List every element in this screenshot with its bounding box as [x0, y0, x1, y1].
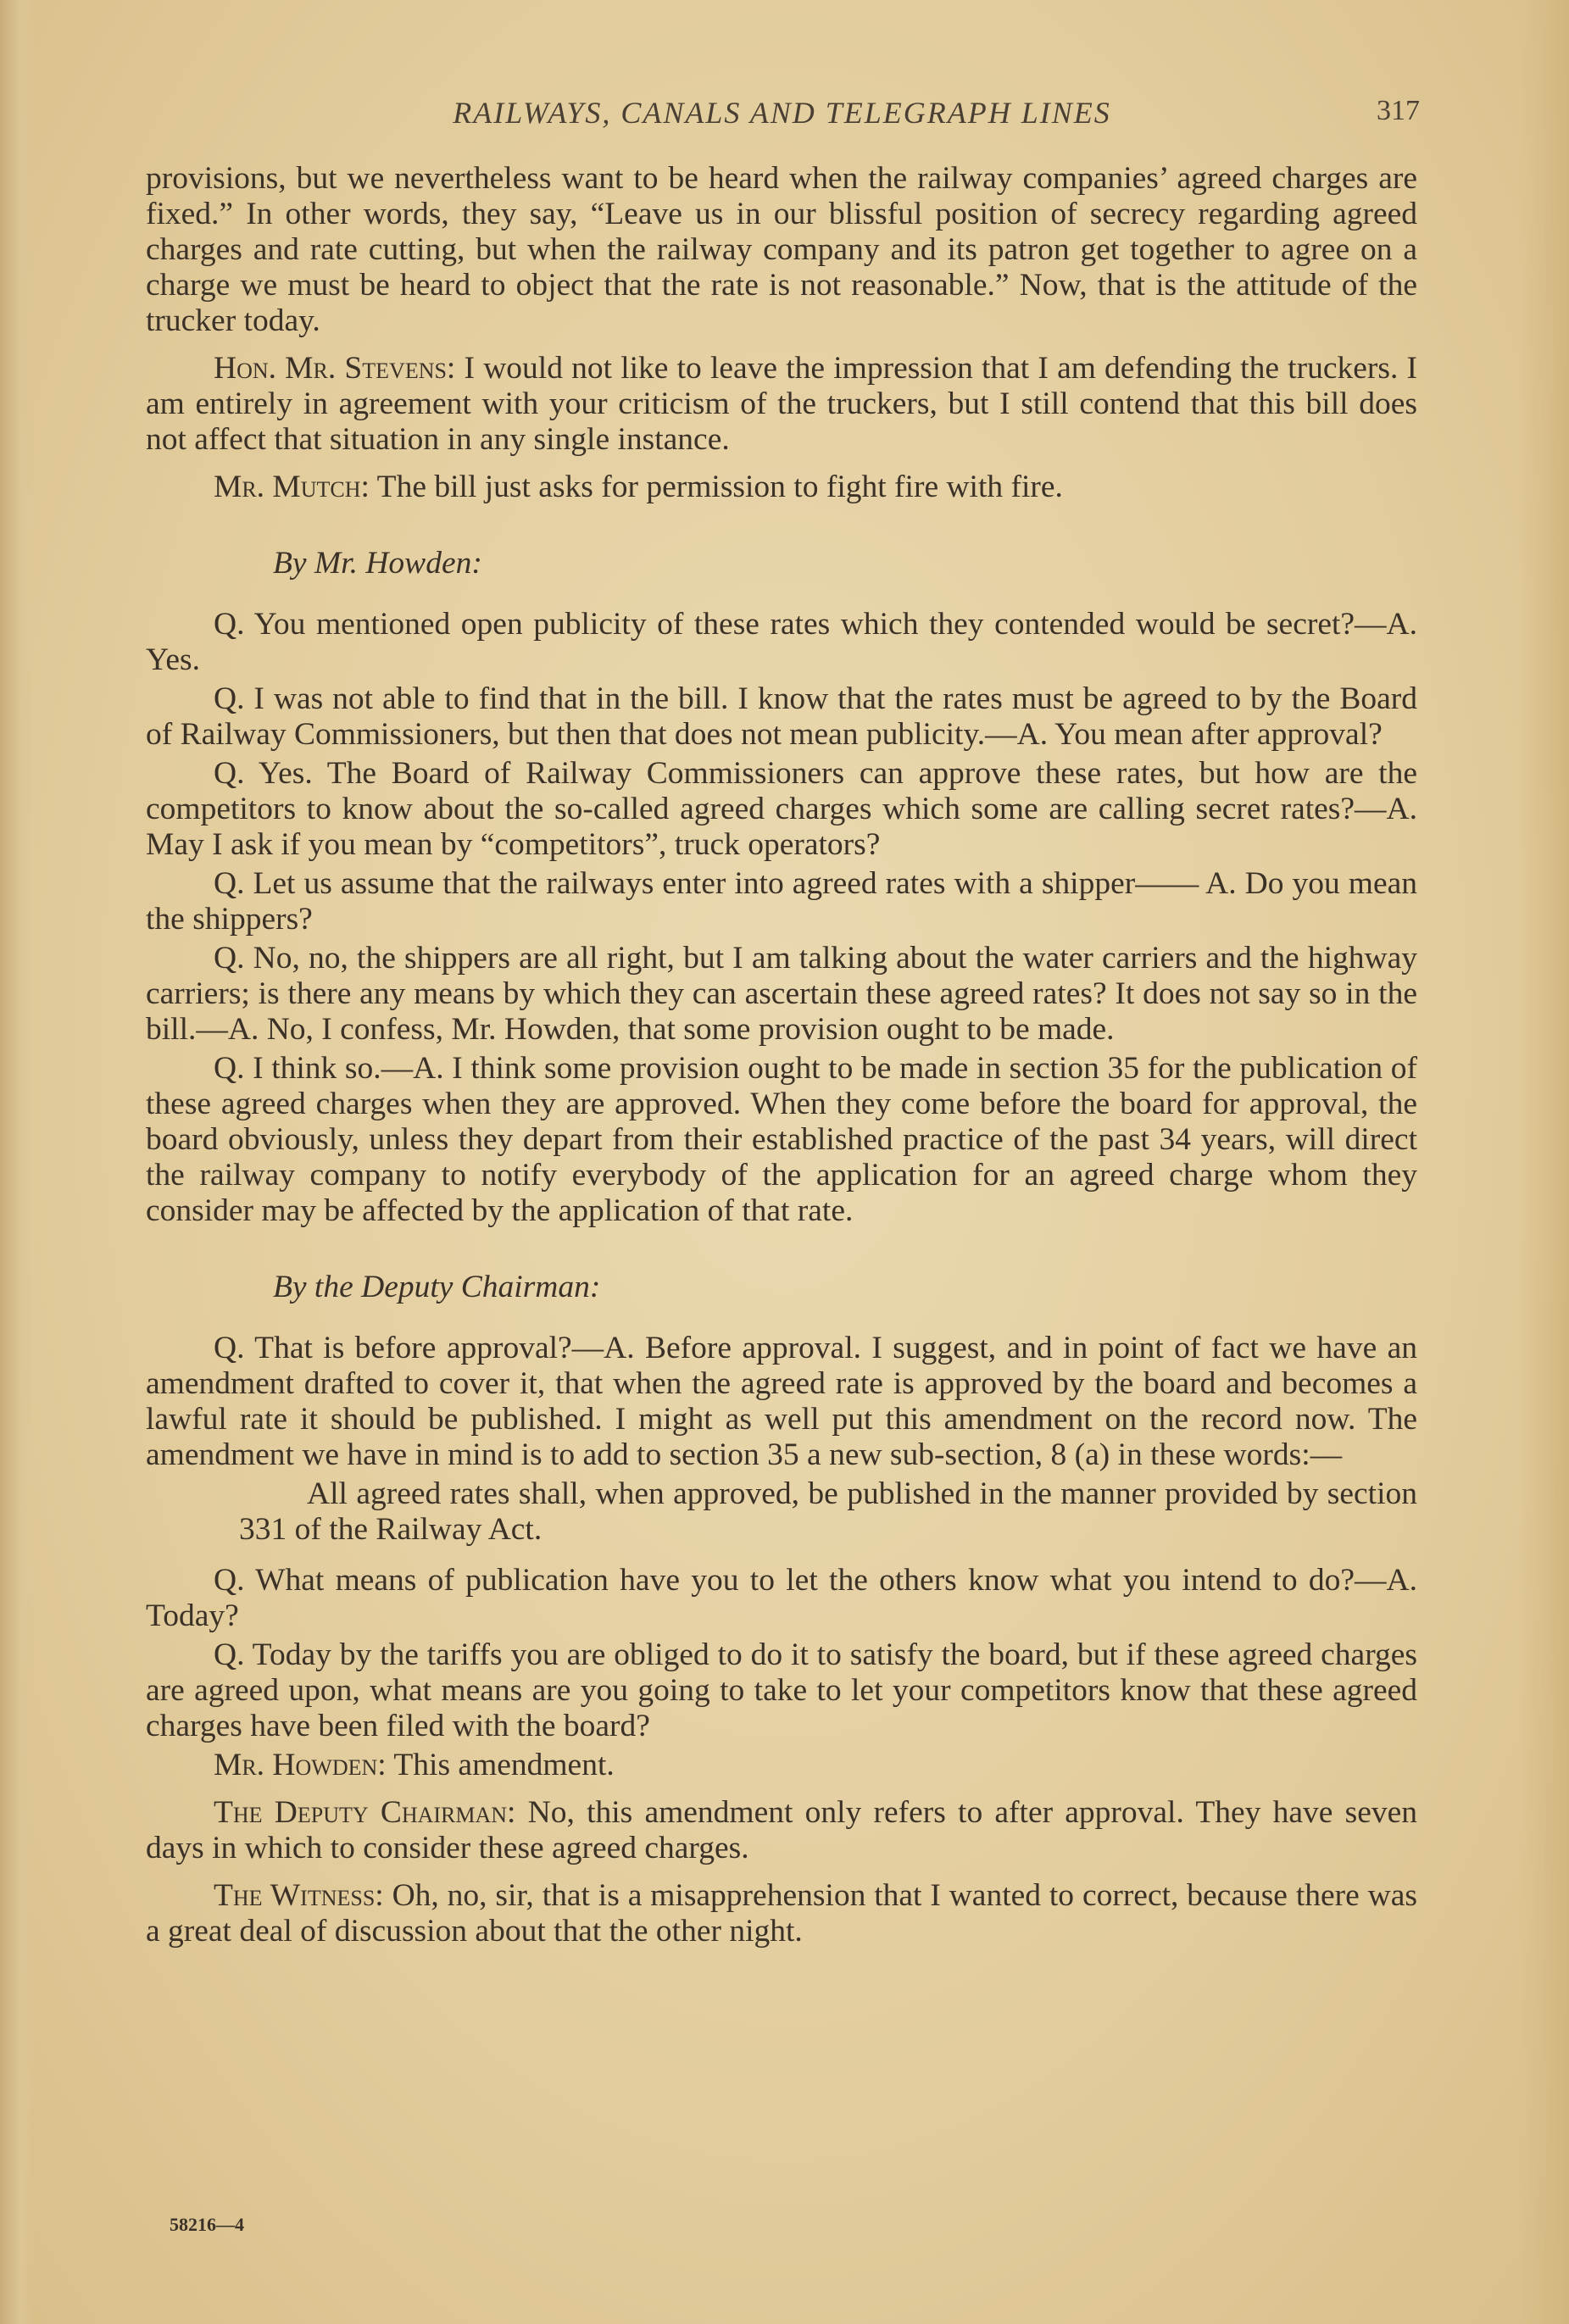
byline-howden: By Mr. Howden: [273, 546, 482, 581]
speaker-name: The Deputy Chairman: [214, 1795, 516, 1830]
qa-paragraph: Q. You mentioned open publicity of these rates which they contended would be secret?—A. Yes. [146, 607, 1417, 677]
qa-paragraph: Q. Yes. The Board of Railway Commissioners can approve these rates, but how are the competitors to know about the so-called agreed charges which some are calling secret rates?—A. May I ask if you mean by “competitors”, truck operators? [146, 756, 1417, 862]
speaker-text: No, this amendment only refers to after approval. They have seven days in which to consider these agreed charges. [146, 1795, 1417, 1865]
page-right-edge [1518, 0, 1569, 2324]
speaker-name: Mr. Howden: [214, 1748, 387, 1782]
qa-paragraph: Q. I think so.—A. I think some provision ought to be made in section 35 for the publication of these agreed charges when they are approved. When they come before the board for approval, the board obviously, unless they depart from their established practice of the past 34 years, will direct the railway company to notify everybody of the application for an agreed charge whom they consider may be affected by the application of that rate. [146, 1051, 1417, 1228]
paragraph-speaker-witness [146, 1878, 1417, 1949]
speaker-name: Hon. Mr. Stevens: [214, 351, 456, 386]
running-head: RAILWAYS, CANALS AND TELEGRAPH LINES [453, 96, 1111, 130]
paragraph-continuation: provisions, but we nevertheless want to be heard when the railway companies’ agreed charges are fixed.” In other words, they say, “Leave us in our blissful position of secrecy regarding agreed charges and rate cutting, but when the railway company and its patron get together to agree on a charge we must be heard to object that the rate is not reasonable.” Now, that is the attitude of the trucker today. [146, 161, 1417, 338]
qa-paragraph: Q. Today by the tariffs you are obliged to do it to satisfy the board, but if these agreed charges are agreed upon, what means are you going to take to let your competitors know that these agreed charges have been filed with the board? [146, 1637, 1417, 1743]
paragraph-speaker-mutch [146, 470, 1417, 505]
quoted-amendment: All agreed rates shall, when approved, be published in the manner provided by section 331 of the Railway Act. [239, 1476, 1417, 1547]
speaker-text: This amendment. [386, 1748, 615, 1782]
paragraph-speaker-stevens [146, 351, 1417, 458]
speaker-text: Oh, no, sir, that is a misapprehension that I wanted to correct, because there was a great deal of discussion about that the other night. [146, 1878, 1417, 1949]
speaker-text: The bill just asks for permission to fight fire with fire. [369, 470, 1063, 504]
speaker-name: Mr. Mutch: [214, 470, 370, 504]
speaker-name: The Witness: [214, 1878, 384, 1913]
byline-deputy-chairman: By the Deputy Chairman: [273, 1270, 601, 1304]
paragraph-speaker-deputy-chairman [146, 1795, 1417, 1866]
qa-paragraph: Q. Let us assume that the railways enter into agreed rates with a shipper—— A. Do you mean the shippers? [146, 866, 1417, 937]
signature-mark: 58216—4 [170, 2214, 244, 2235]
page-left-edge [0, 0, 34, 2324]
qa-paragraph: Q. That is before approval?—A. Before approval. I suggest, and in point of fact we have an amendment drafted to cover it, that when the agreed rate is approved by the board and becomes a lawful rate it should be published. I might as well put this amendment on the record now. The amendment we have in mind is to add to section 35 a new sub-section, 8 (a) in these words:— [146, 1331, 1417, 1472]
qa-paragraph: Q. What means of publication have you to let the others know what you intend to do?—A. Today? [146, 1563, 1417, 1633]
qa-paragraph: Q. I was not able to find that in the bill. I know that the rates must be agreed to by the Board of Railway Commissioners, but then that does not mean publicity.—A. You mean after approval? [146, 681, 1417, 752]
paragraph-speaker-howden [146, 1748, 1417, 1783]
qa-paragraph: Q. No, no, the shippers are all right, but I am talking about the water carriers and the highway carriers; is there any means by which they can ascertain these agreed rates? It does not say so in the bill.—A. No, I confess, Mr. Howden, that some provision ought to be made. [146, 941, 1417, 1047]
page-number: 317 [1377, 95, 1420, 126]
speaker-text: I would not like to leave the impression that I am defending the truckers. I am entirely in agreement with your criticism of the truckers, but I still contend that this bill does not affect that situation in any single instance. [146, 351, 1417, 457]
body-text [146, 161, 1417, 1961]
page-header [144, 95, 1420, 146]
